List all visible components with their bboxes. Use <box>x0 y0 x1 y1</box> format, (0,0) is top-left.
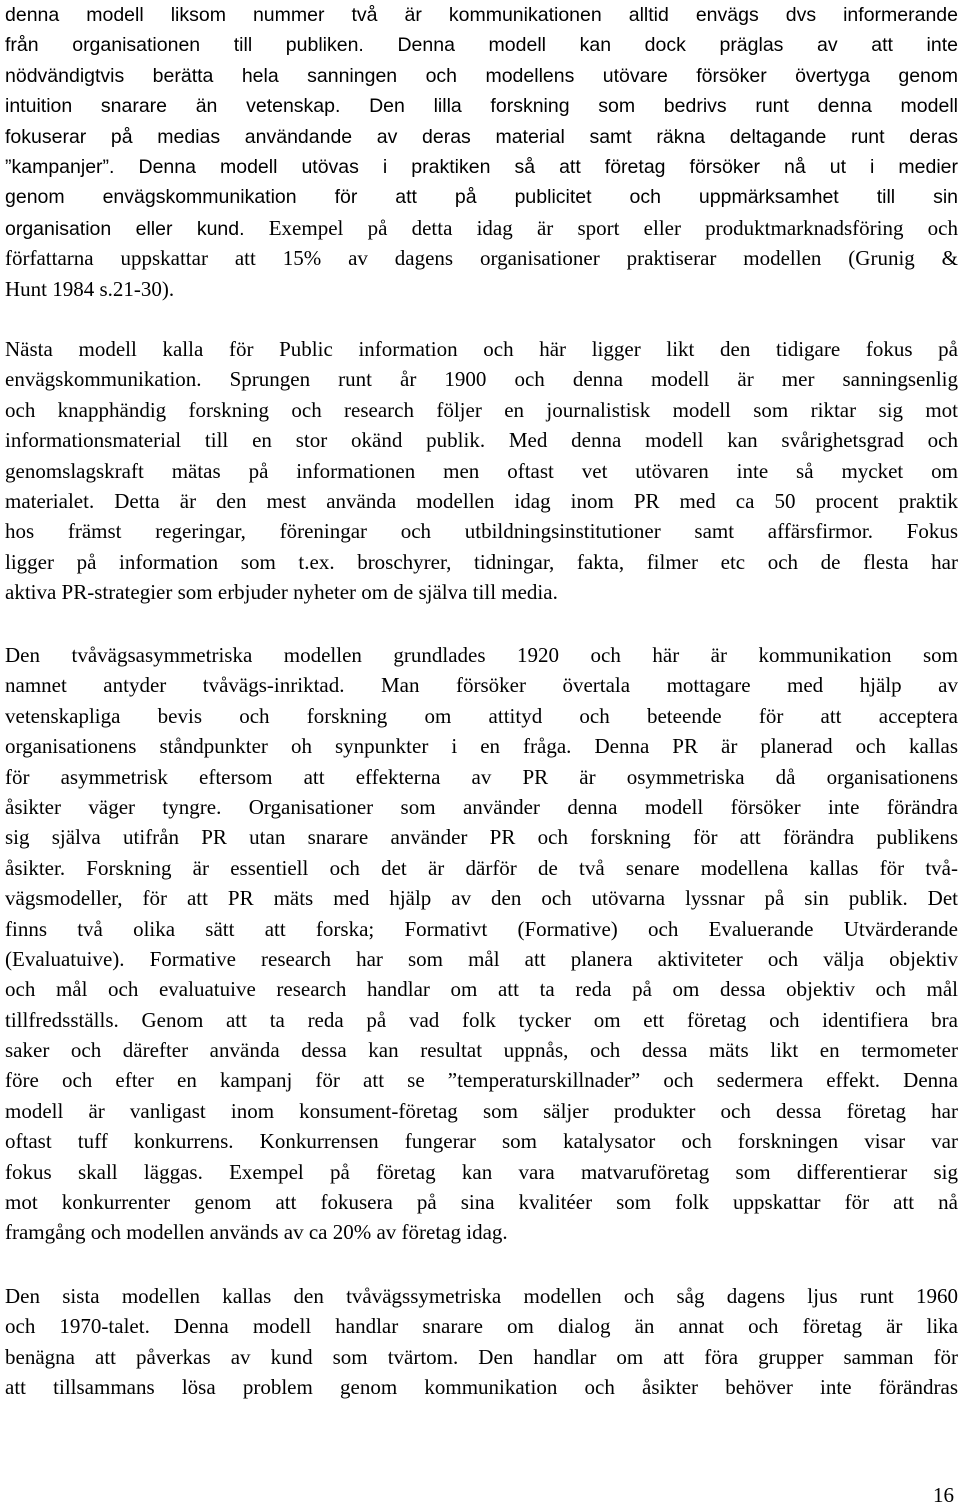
text-line: hos främst regeringar, föreningar och utbildningsinstitutioner samt affärsfirmor. Fokus <box>5 519 958 544</box>
text-line: från organisationen till publiken. Denna modell kan dock präglas av att inte <box>5 34 958 57</box>
text-line: aktiva PR-strategier som erbjuder nyheter om de själva till media. <box>5 580 558 605</box>
page-number: 16 <box>933 1483 954 1504</box>
text-segment: Exempel på detta idag är sport eller produktmarknadsföring och <box>244 215 958 240</box>
text-line: tillfredsställs. Genom att ta reda på vad folk tycker om ett företag och identifiera bra <box>5 1007 958 1032</box>
text-line: denna modell liksom nummer två är kommunikationen alltid envägs dvs informerande <box>5 4 958 26</box>
text-line: saker och därefter använda dessa kan resultat uppnås, och dessa mäts likt en termometer <box>5 1038 958 1063</box>
text-line <box>5 213 958 243</box>
text-line: benägna att påverkas av kund som tvärtom. Den handlar om att föra grupper samman för <box>5 1344 958 1369</box>
text-line: Den tvåvägsasymmetriska modellen grundlades 1920 och här är kommunikation som <box>5 643 958 667</box>
text-line: framgång och modellen används av ca 20% av företag idag. <box>5 1220 508 1245</box>
text-line: nödvändigtvis berätta hela sanningen och modellens utövare försöker övertyga genom <box>5 64 958 87</box>
text-line: fokus skall läggas. Exempel på företag kan vara matvaruföretag som differentierar sig <box>5 1159 958 1184</box>
paragraph-3 <box>5 640 958 1248</box>
text-line: intuition snarare än vetenskap. Den lilla forskning som bedrivs runt denna modell <box>5 95 958 118</box>
text-line: ligger på information som t.ex. broschyrer, tidningar, fakta, filmer etc och de flesta har <box>5 549 958 574</box>
text-line: åsikter väger tyngre. Organisationer som använder denna modell försöker inte förändra <box>5 794 958 819</box>
text-line: vetenskapliga bevis och forskning om attityd och beteende för att acceptera <box>5 703 958 728</box>
text-line: (Evaluatuive). Formative research har som mål att planera aktiviteter och välja objektiv <box>5 946 958 971</box>
text-line: och knapphändig forskning och research följer en journalistisk modell som riktar sig mot <box>5 397 958 422</box>
text-line: genom envägskommunikation för att på publicitet och uppmärksamhet till sin <box>5 186 958 209</box>
text-line: och mål och evaluatuive research handlar om att ta reda på om dessa objektiv och mål <box>5 977 958 1002</box>
text-line: mot konkurrenter genom att fokusera på sina kvalitéer som folk uppskattar för att nå <box>5 1190 958 1215</box>
text-line: oftast tuff konkurrens. Konkurrensen fungerar som katalysator och forskningen visar var <box>5 1129 958 1154</box>
text-line: att tillsammans lösa problem genom kommunikation och åsikter behöver inte förändras <box>5 1375 958 1400</box>
text-line: Den sista modellen kallas den tvåvägssymetriska modellen och såg dagens ljus runt 1960 <box>5 1284 958 1308</box>
text-line: och 1970-talet. Denna modell handlar snarare om dialog än annat och företag är lika <box>5 1314 958 1339</box>
text-line: envägskommunikation. Sprungen runt år 1900 och denna modell är mer sanningsenlig <box>5 367 958 392</box>
text-line: fokuserar på medias användande av deras material samt räkna deltagande runt deras <box>5 125 958 148</box>
text-line: författarna uppskattar att 15% av dagens organisationer praktiserar modellen (Grunig & <box>5 246 958 271</box>
paragraph-4 <box>5 1281 958 1403</box>
text-line: vägsmodeller, för att PR mäts med hjälp av den och utövarna lyssnar på sin publik. Det <box>5 886 958 911</box>
paragraph-2 <box>5 334 958 608</box>
text-line: för asymmetrisk eftersom att effekterna av PR är osymmetriska då organisationens <box>5 764 958 789</box>
text-line: före och efter en kampanj för att se ”temperaturskillnader” och sedermera effekt. Denna <box>5 1068 958 1093</box>
text-line: organisationens ståndpunkter oh synpunkter i en fråga. Denna PR är planerad och kallas <box>5 734 958 759</box>
text-line: modell är vanligast inom konsument-företag som säljer produkter och dessa företag har <box>5 1098 958 1123</box>
text-line: ”kampanjer”. Denna modell utövas i praktiken så att företag försöker nå ut i medier <box>5 155 958 178</box>
text-segment: organisation eller kund. <box>5 217 245 240</box>
text-line: Nästa modell kalla för Public information och här ligger likt den tidigare fokus på <box>5 337 958 361</box>
text-line: åsikter. Forskning är essentiell och det är därför de två senare modellena kallas för två- <box>5 855 958 880</box>
text-line: finns två olika sätt att forska; Formativt (Formative) och Evaluerande Utvärderande <box>5 916 958 941</box>
text-line: genomslagskraft mätas på informationen men oftast vet utövaren inte så mycket om <box>5 458 958 483</box>
text-line: namnet antyder tvåvägs-inriktad. Man försöker övertala mottagare med hjälp av <box>5 673 958 698</box>
paragraph-1 <box>5 0 958 304</box>
text-line: informationsmaterial till en stor okänd publik. Med denna modell kan svårighetsgrad och <box>5 428 958 453</box>
text-line: Hunt 1984 s.21-30). <box>5 276 175 301</box>
text-line: materialet. Detta är den mest använda modellen idag inom PR med ca 50 procent praktik <box>5 488 958 513</box>
text-line: sig själva utifrån PR utan snarare använder PR och forskning för att förändra publikens <box>5 825 958 850</box>
